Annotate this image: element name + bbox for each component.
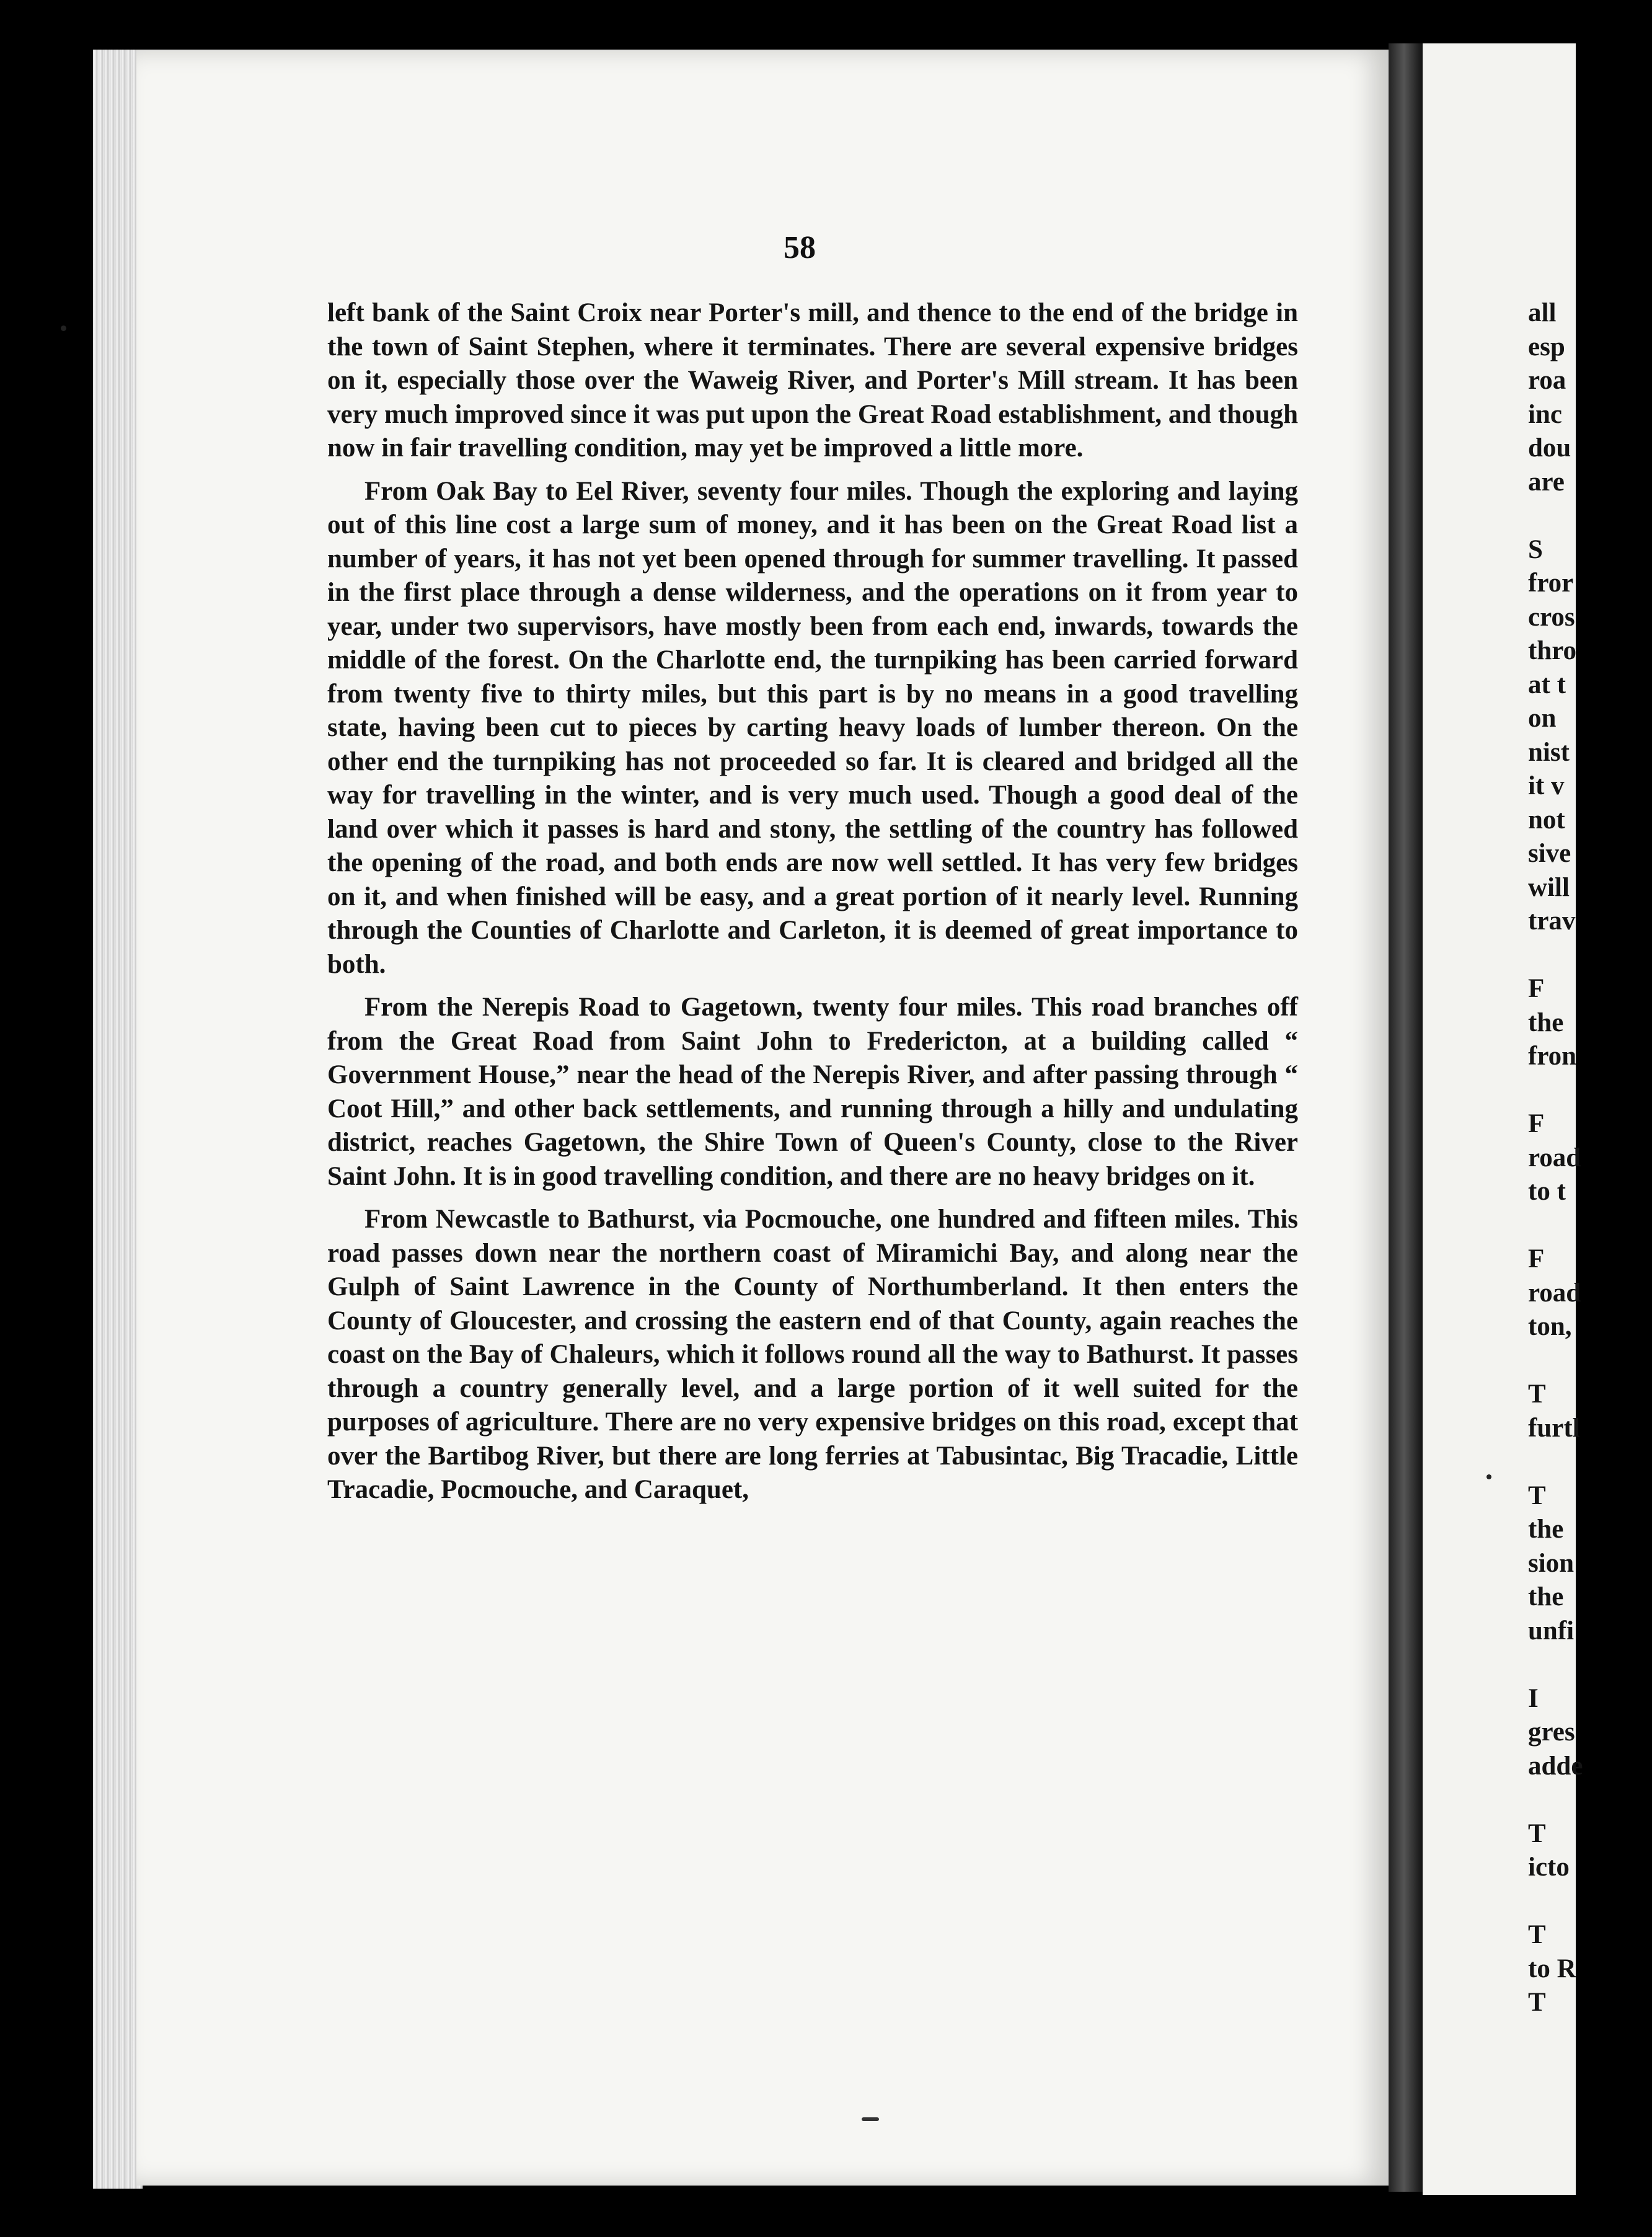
right-page-line: all (1528, 298, 1557, 327)
paragraph: left bank of the Saint Croix near Porter's mill, and thence to the end of the bridge in the town of Saint Stephen, where it terminates. There are several expensive bridges on it, especially those over the Waweig River, and Porter's Mill stream. It has been very much improved since it was put upon the Great Road establishment, and though now in fair travelling condition, may yet be improved a little more. (327, 298, 1298, 463)
right-page-line: nist (1528, 737, 1570, 767)
right-page-line: road (1528, 1143, 1581, 1172)
paragraph: From Oak Bay to Eel River, seventy four miles. Though the exploring and laying out of this line cost a large sum of money, and it has been on the Great Road list a number of years, it has not yet been opened through for summer travelling. It passed in the first place through a dense wilderness, and the operations on it from year to year, under two supervisors, have mostly been from each end, inwards, towards the middle of the forest. On the Charlotte end, the turnpiking has been carried forward from twenty five to thirty miles, but this part is by no means in a good travelling state, having been cut to pieces by carting heavy loads of lumber thereon. On the other end the turnpiking has not proceeded so far. It is cleared and bridged all the way for travelling in the winter, and is very much used. Though a good deal of the land over which it passes is hard and stony, the settling of the country has followed the opening of the road, and both ends are now well settled. It has very few bridges on it, and when finished will be easy, and a great portion of it nearly level. Running through the Counties of Charlotte and Carleton, it is deemed of great importance to both. (327, 476, 1298, 979)
right-page-line: T (1528, 1818, 1546, 1848)
right-page-line: T (1528, 1920, 1546, 1949)
right-page-line: T (1528, 1380, 1546, 1409)
page-speck (61, 326, 66, 331)
right-page-line: at t (1528, 670, 1566, 699)
right-page-line (1528, 499, 1652, 533)
body-text (327, 296, 1298, 1507)
right-page-line: dou (1528, 433, 1571, 463)
right-page-line: it v (1528, 771, 1565, 800)
right-page-line: sion (1528, 1548, 1575, 1578)
right-page-line: trav (1528, 906, 1576, 936)
right-page-line: not (1528, 805, 1565, 835)
page-speck (1486, 1474, 1491, 1479)
right-page-line: T (1528, 1988, 1546, 2017)
right-page-line: icto (1528, 1853, 1570, 1882)
right-page-line: I (1528, 1683, 1539, 1713)
right-page-line (1528, 1445, 1652, 1479)
right-page-line: F (1528, 1244, 1545, 1274)
paragraph: From the Nerepis Road to Gagetown, twenty four miles. This road branches off from the Great Road from Saint John to Fredericton, at a building called “ Government House,” near the head of the Nerepis River, and after passing through “ Coot Hill,” and other back settlements, and running through a hilly and undulating district, reaches Gagetown, the Shire Town of Queen's County, close to the River Saint John. It is in good travelling condition, and there are no heavy bridges on it. (327, 993, 1298, 1191)
right-page-line: furtl (1528, 1413, 1580, 1443)
right-page-line: the (1528, 1582, 1564, 1611)
right-page-line: F (1528, 974, 1545, 1003)
right-page-line (1528, 1885, 1652, 1919)
right-page-line: esp (1528, 332, 1565, 361)
right-page-text-fragments (1528, 296, 1652, 2020)
right-page-line: F (1528, 1109, 1545, 1138)
right-page-line (1528, 1074, 1652, 1108)
right-page-line: the (1528, 1008, 1564, 1037)
right-page-line: gres (1528, 1717, 1575, 1747)
right-page-line: on (1528, 704, 1557, 733)
paragraph: From Newcastle to Bathurst, via Pocmouche, one hundred and fifteen miles. This road passes down near the northern coast of Miramichi Bay, and along near the Gulph of Saint Lawrence in the County of Northumberland. It then enters the County of Gloucester, and crossing the eastern end of that County, again reaches the coast on the Bay of Chaleurs, which it follows round all the way to Bathurst. It passes through a country generally level, and a large portion of it well suited for the purposes of agriculture. There are no very expensive bridges on this road, except that over the Bartibog River, but there are long ferries at Tabusintac, Big Tracadie, Little Tracadie, Pocmouche, and Caraquet, (327, 1205, 1298, 1504)
right-page-line: S (1528, 534, 1543, 564)
right-page-line: roa (1528, 366, 1566, 395)
book-gutter (1389, 43, 1423, 2192)
ink-mark (862, 2117, 879, 2121)
right-page-line: road (1528, 1278, 1581, 1308)
right-page-line (1528, 1648, 1652, 1682)
right-page-line: T (1528, 1481, 1546, 1510)
right-page-line: thro (1528, 636, 1577, 665)
right-page-line: sive (1528, 839, 1571, 868)
right-page-line: inc (1528, 399, 1562, 429)
right-page-line: fron (1528, 1042, 1577, 1071)
right-page-line (1528, 939, 1652, 973)
right-page-line: to t (1528, 1177, 1566, 1206)
right-page-line: the (1528, 1515, 1564, 1544)
right-page-line: to R (1528, 1954, 1576, 1983)
right-page-line (1528, 1344, 1652, 1378)
right-page-line: adde (1528, 1751, 1583, 1781)
right-page-line (1528, 1209, 1652, 1243)
right-page-line: are (1528, 467, 1565, 497)
right-page-line (1528, 1783, 1652, 1817)
right-page-line: unfi (1528, 1616, 1575, 1646)
right-page-line: fror (1528, 569, 1574, 598)
page-number: 58 (784, 230, 816, 265)
right-page-line: will (1528, 872, 1570, 902)
page-edges (93, 50, 143, 2189)
right-page-line: cros (1528, 602, 1575, 632)
right-page-line: ton, (1528, 1312, 1572, 1341)
